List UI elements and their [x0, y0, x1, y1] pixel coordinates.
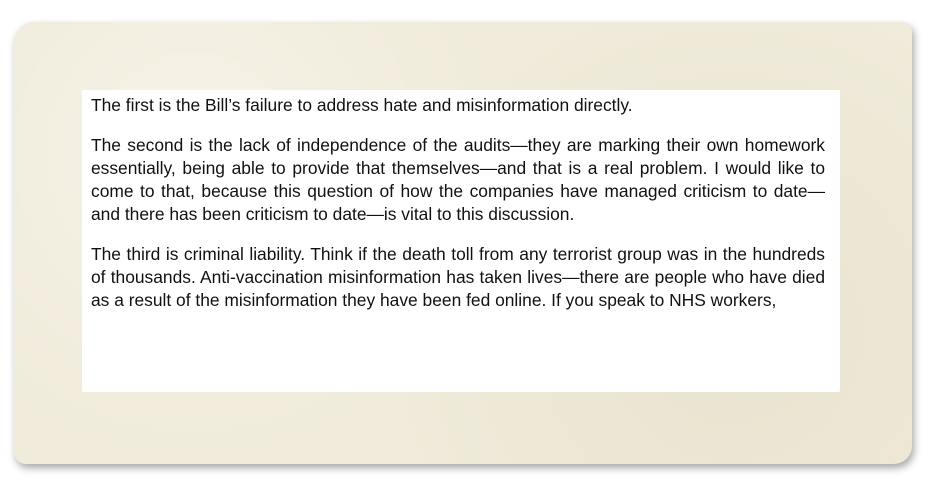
paragraph-1: The first is the Bill’s failure to address hate and misinformation directly. [91, 95, 633, 115]
paragraph-3: The third is criminal liability. Think if the death toll from any terrorist group was in the hundreds of thousands. Anti-vaccination misinformation has taken lives—there are people who have died as a result of the misinformation they have been fed online. If you speak to NHS workers, [91, 244, 825, 310]
paragraph-2: The second is the lack of independence of the audits—they are marking their own homework essentially, being able to provide that themselves—and that is a real problem. I would like to come to that, because this question of how the companies have managed criticism to date—and there has been criticism to date—is vital to this discussion. [91, 135, 825, 224]
document-text [91, 94, 825, 329]
